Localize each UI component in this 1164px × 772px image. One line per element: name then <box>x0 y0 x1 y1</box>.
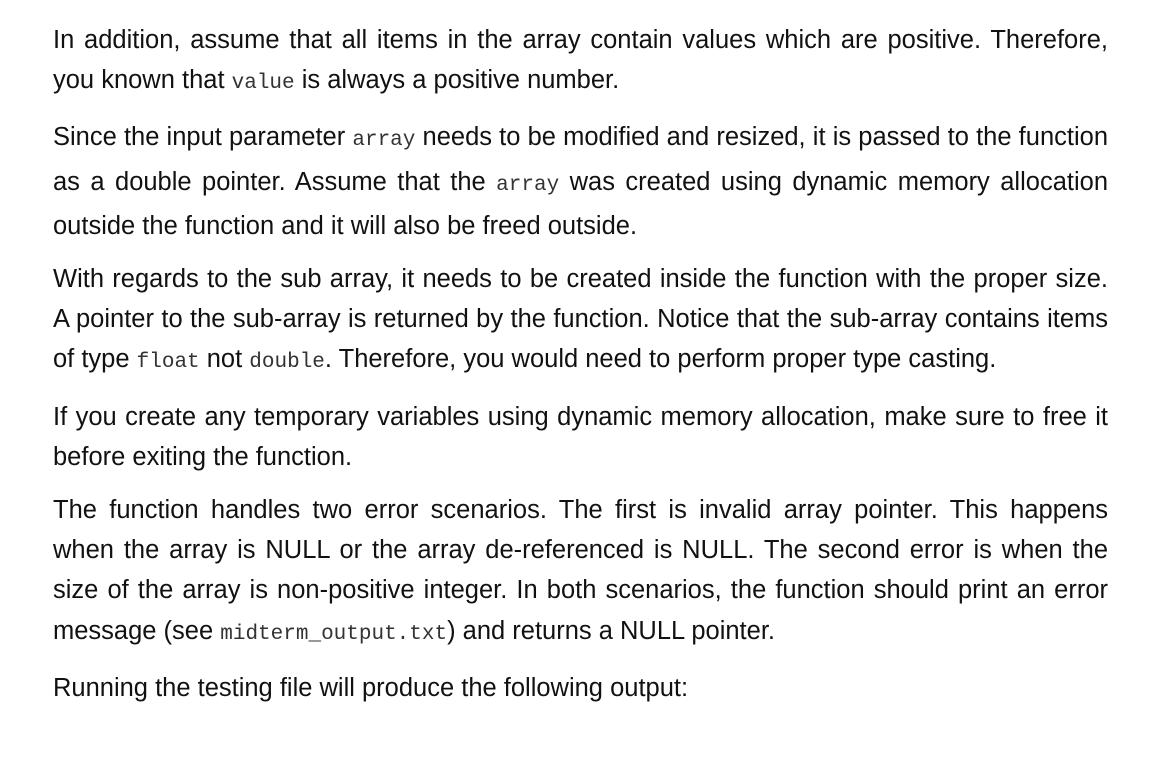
text-run: The function handles two error scenarios. The first is invalid array pointer. This happens when the array is NULL or the array de-referenced is NULL. The second error is when the size of the array is non-positive integer. In both scenarios, the function should print an error message (see <box>53 496 1108 645</box>
text-run: needs to be modified and resized, it is passed to the function as a double pointer. Assume that the <box>53 123 1108 196</box>
text-run: In addition, assume that all items in the array contain values which are positive. Therefore, you known that <box>53 26 1108 95</box>
paragraph-testing-output <box>53 668 1108 708</box>
paragraph-positive-values <box>53 20 1108 104</box>
text-run: With regards to the sub array, it needs to be created inside the function with the proper size. A pointer to the sub-array is returned by the function. Notice that the sub-array contains items of type <box>53 265 1108 374</box>
paragraph-sub-array <box>53 259 1108 384</box>
document-page <box>53 20 1108 721</box>
inline-code-array: array <box>496 173 560 197</box>
paragraph-error-scenarios <box>53 490 1108 655</box>
text-run: was created using dynamic memory allocation outside the function and it will also be freed outside. <box>53 167 1108 240</box>
inline-code-value: value <box>231 72 295 96</box>
text-run: Since the input parameter <box>53 123 353 152</box>
text-run: not <box>199 345 250 374</box>
text-run: If you create any temporary variables using dynamic memory allocation, make sure to free it before exiting the function. <box>53 402 1108 471</box>
inline-code-array: array <box>352 129 416 153</box>
paragraph-double-pointer <box>53 117 1108 246</box>
text-run: ) and returns a NULL pointer. <box>447 616 775 645</box>
inline-code-double: double <box>249 351 325 375</box>
text-run: Running the testing file will produce the following output: <box>53 673 689 702</box>
inline-code-output-file: midterm_output.txt <box>220 622 448 646</box>
text-run: . Therefore, you would need to perform proper type casting. <box>324 345 997 374</box>
text-run: is always a positive number. <box>294 66 620 95</box>
paragraph-temporary-variables <box>53 397 1108 477</box>
inline-code-float: float <box>136 351 200 375</box>
